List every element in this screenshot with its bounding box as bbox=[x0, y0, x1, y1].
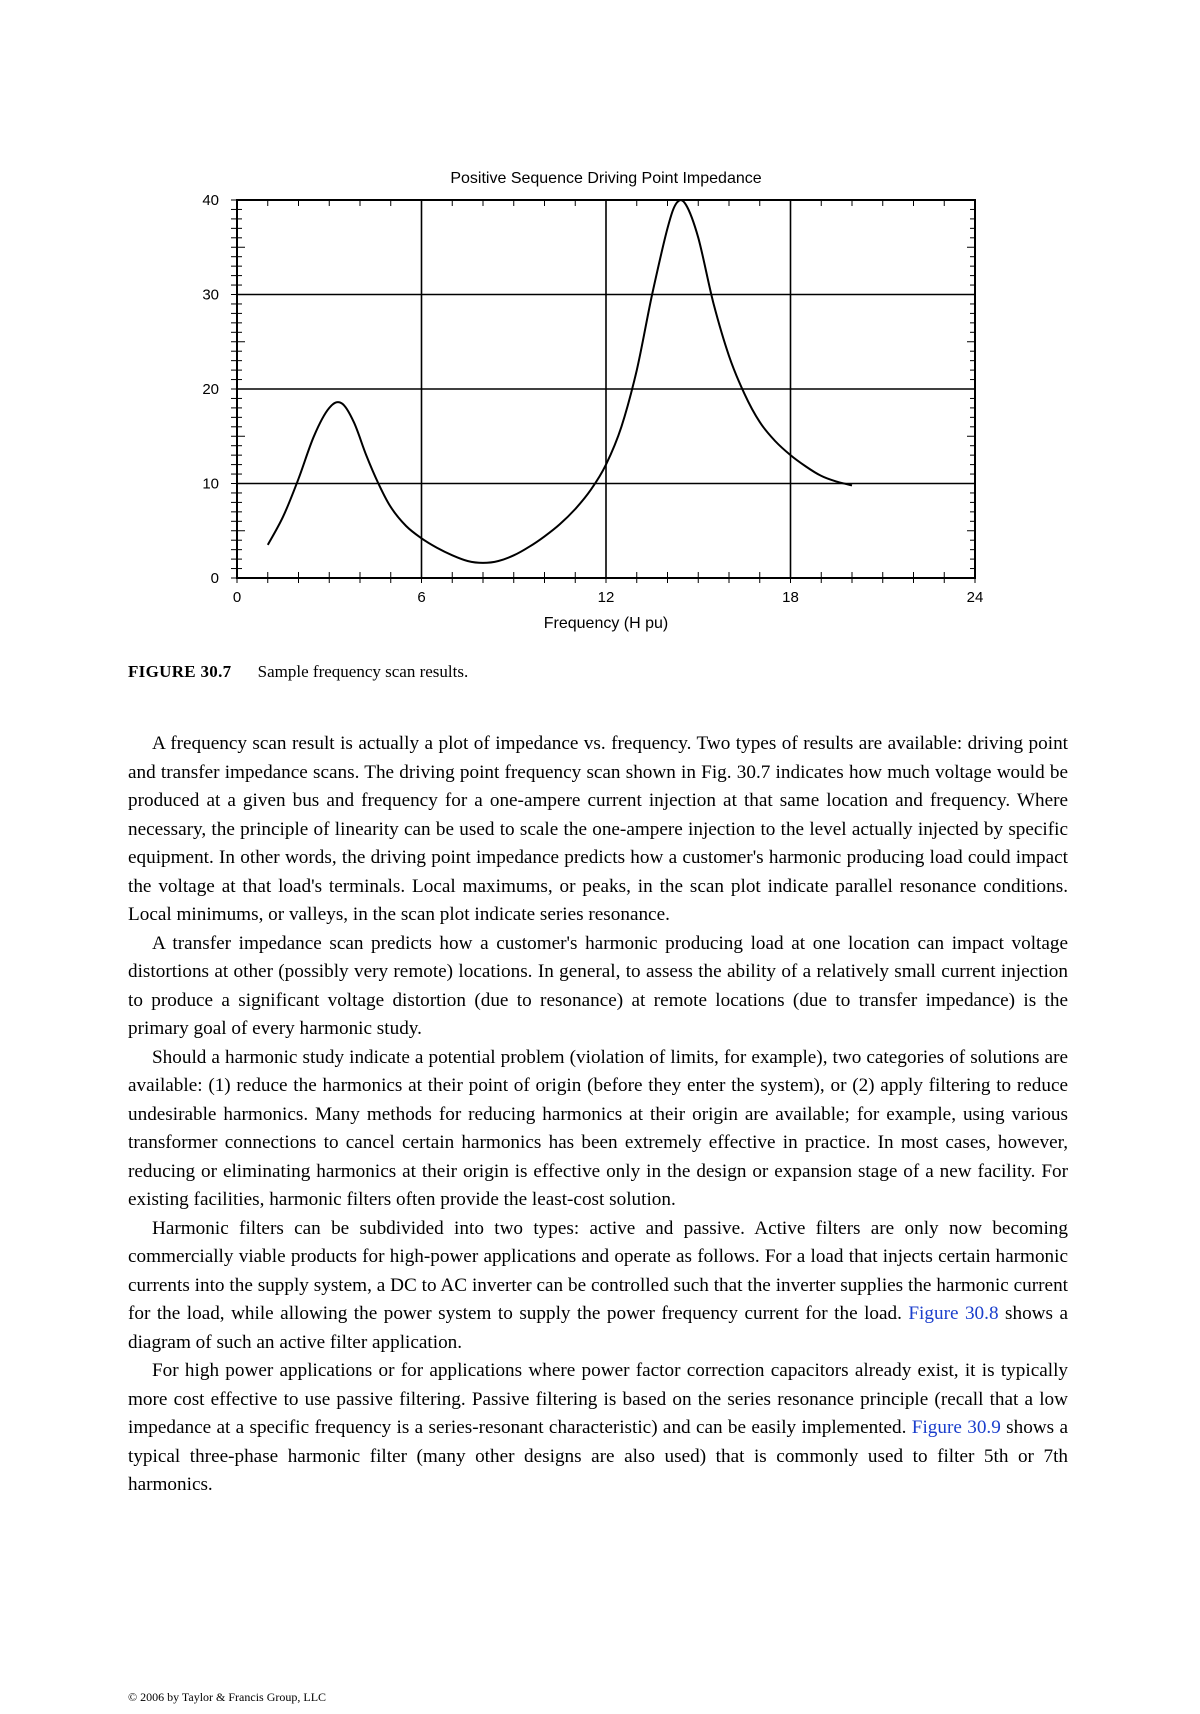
x-tick-label: 6 bbox=[417, 589, 426, 606]
chart-minor-ticks bbox=[231, 200, 975, 583]
chart-tick-labels bbox=[202, 192, 983, 606]
x-tick-label: 24 bbox=[966, 589, 984, 606]
y-tick-label: 30 bbox=[202, 286, 219, 304]
y-tick-label: 40 bbox=[202, 192, 219, 209]
frequency-scan-chart bbox=[190, 165, 1010, 640]
y-tick-label: 10 bbox=[202, 475, 219, 493]
chart-title: Positive Sequence Driving Point Impedance bbox=[450, 170, 762, 187]
impedance-series-line bbox=[268, 200, 852, 563]
paragraph-1: A frequency scan result is actually a plot of impedance vs. frequency. Two types of results are available: driving point and transfer impedance scans. The driving point frequency scan shown in Fig. 30.7 indicates how much voltage would be produced at a given bus and frequency for a one-ampere current injection at that same location and frequency. Where necessary, the principle of linearity can be used to scale the one-ampere injection to the level actually injected by specific equipment. In other words, the driving point impedance predicts how a customer's harmonic producing load could impact the voltage at that load's terminals. Local maximums, or peaks, in the scan plot indicate parallel resonance conditions. Local minimums, or valleys, in the scan plot indicate series resonance. bbox=[128, 733, 1068, 925]
chart-x-axis-label: Frequency (H pu) bbox=[543, 615, 669, 632]
y-tick-label: 20 bbox=[202, 381, 219, 398]
figure-caption bbox=[128, 662, 1068, 682]
x-tick-label: 12 bbox=[597, 589, 615, 606]
figure-caption-text: Sample frequency scan results. bbox=[257, 662, 469, 681]
paragraph-4-text-b: shows a diagram of such an active filter application. bbox=[128, 1303, 1068, 1353]
paragraph-5-text-b: shows a typical three-phase harmonic filter (many other designs are also used) that is commonly used to filter 5th or 7th harmonics. bbox=[128, 1417, 1068, 1495]
chart-grid bbox=[237, 200, 975, 578]
paragraph-5-text-a: For high power applications or for applications where power factor correction capacitors already exist, it is typically more cost effective to use passive filtering. Passive filtering is based on the series resonance principle (recall that a low impedance at a specific frequency is a series-resonant characteristic) and can be easily implemented. bbox=[128, 1360, 1068, 1438]
paragraph-2: A transfer impedance scan predicts how a customer's harmonic producing load at one location can impact voltage distortions at other (possibly very remote) locations. In general, to assess the ability of a relatively small current injection to produce a significant voltage distortion (due to resonance) at remote locations (due to transfer impedance) is the primary goal of every harmonic study. bbox=[128, 932, 1068, 1039]
figure-caption-label: FIGURE 30.7 bbox=[128, 662, 232, 681]
paragraph-5 bbox=[128, 1357, 1068, 1500]
x-tick-label: 0 bbox=[232, 589, 242, 606]
figure-30-8-link[interactable]: Figure 30.8 bbox=[908, 1303, 999, 1324]
paragraph-3: Should a harmonic study indicate a potential problem (violation of limits, for example), two categories of solutions are available: (1) reduce the harmonics at their point of origin (before they enter the system), or (2) apply filtering to reduce undesirable harmonics. Many methods for reducing harmonics at their origin are available; for example, using various transformer connections to cancel certain harmonics has been extremely effective in practice. In most cases, however, reducing or eliminating harmonics at their origin is effective only in the design or expansion stage of a new facility. For existing facilities, harmonic filters often provide the least-cost solution. bbox=[128, 1046, 1068, 1210]
y-tick-label: 0 bbox=[210, 570, 219, 587]
copyright-footer: © 2006 by Taylor & Francis Group, LLC bbox=[128, 1690, 327, 1704]
x-tick-label: 18 bbox=[782, 589, 799, 606]
figure-30-9-link[interactable]: Figure 30.9 bbox=[911, 1417, 1001, 1438]
paragraph-4-text-a: Harmonic filters can be subdivided into two types: active and passive. Active filters are only now becoming commercially viable products for high-power applications and operate as follows. For a load that injects certain harmonic currents into the supply system, a DC to AC inverter can be controlled such that the inverter supplies the harmonic current for the load, while allowing the power system to supply the power frequency current for the load. bbox=[128, 1217, 1068, 1324]
paragraph-4 bbox=[128, 1215, 1068, 1358]
body-text bbox=[128, 730, 1068, 1500]
